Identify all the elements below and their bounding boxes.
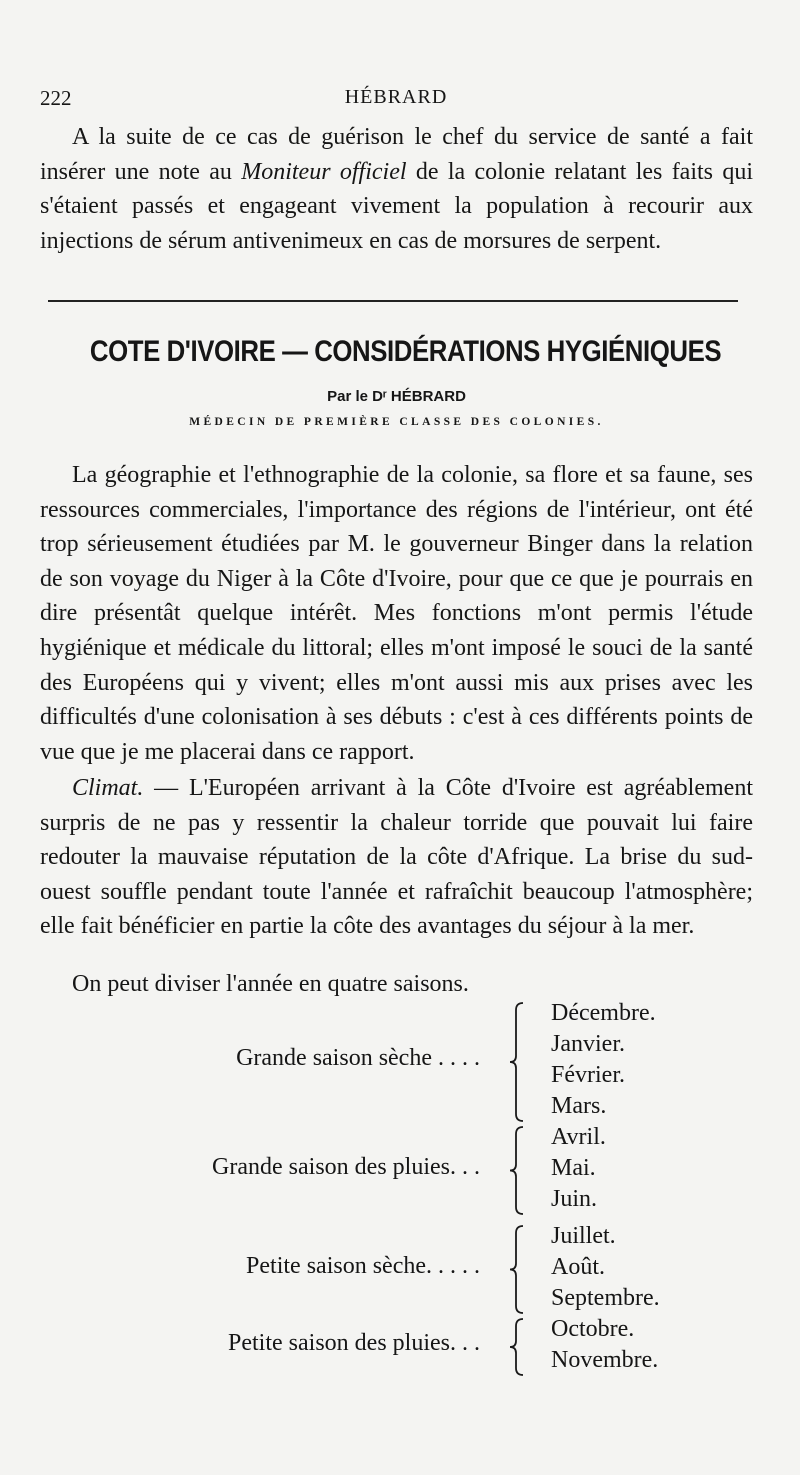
geography-paragraph: La géographie et l'ethnographie de la colonie, sa flore et sa faune, ses ressources commerciales, l'importance des régions de l'intérieur, ont été trop sérieusement étudiées par M. le gouverneur Binger dans la relation de son voyage du Niger à la Côte d'Ivoire, pour que ce que je pourrais en dire présentât quelque intérêt. Mes fonctions m'ont permis l'étude hygiénique et médicale du littoral; elles m'ont imposé le souci de la santé des Européens qui y vivent; elles m'ont aussi mis aux prises avec les difficultés d'une colonisation à ses débuts : c'est à ces différents points de vue que je me placerai dans ce rapport. bbox=[40, 462, 753, 765]
author-title: MÉDECIN DE PREMIÈRE CLASSE DES COLONIES. bbox=[189, 416, 604, 428]
running-head: HÉBRARD bbox=[344, 86, 448, 108]
season-label: Grande saison des pluies. . . bbox=[212, 1153, 480, 1180]
month-item: Février. bbox=[551, 1062, 625, 1088]
seasons-intro: On peut diviser l'année en quatre saisons. bbox=[72, 971, 469, 997]
climat-text: — L'Européen arrivant à la Côte d'Ivoire est agréablement surpris de ne pas y ressentir la chaleur torride que pouvait lui faire redouter la mauvaise réputation de la côte d'Afrique. La brise du sud-ouest souffle pendant toute l'année et rafraîchit beaucoup l'atmosphère; elle fait bénéficier en partie la côte des avantages du séjour à la mer. bbox=[40, 775, 753, 940]
climat-label: Climat. bbox=[72, 775, 144, 801]
season-row bbox=[0, 998, 800, 1122]
season-row bbox=[0, 1221, 800, 1314]
section-divider bbox=[48, 300, 738, 302]
climat-paragraph bbox=[40, 771, 753, 944]
season-months bbox=[551, 1122, 606, 1215]
page-number: 222 bbox=[40, 86, 72, 110]
season-label: Petite saison sèche. . . . . bbox=[246, 1252, 480, 1279]
intro-text-after: de la colonie relatant les faits qui s'étaient passés et engageant vivement la population à recourir aux injections de sérum antivenimeux en cas de morsures de serpent. bbox=[40, 158, 753, 254]
month-item: Mai. bbox=[551, 1155, 596, 1181]
month-item: Janvier. bbox=[551, 1031, 625, 1057]
month-item: Juillet. bbox=[551, 1223, 616, 1249]
season-label: Petite saison des pluies. . . bbox=[228, 1330, 480, 1356]
intro-italic-title: Moniteur officiel bbox=[241, 158, 407, 185]
month-item: Octobre. bbox=[551, 1316, 635, 1342]
season-label: Grande saison sèche . . . . bbox=[236, 1045, 480, 1071]
season-months bbox=[551, 998, 656, 1122]
brace-icon bbox=[507, 1002, 527, 1122]
brace-icon bbox=[507, 1318, 527, 1376]
intro-text-before: A la suite de ce cas de guérison le chef du service de santé a fait insérer une note au bbox=[40, 124, 753, 185]
brace-icon bbox=[507, 1126, 527, 1215]
month-item: Avril. bbox=[551, 1124, 606, 1150]
month-item: Mars. bbox=[551, 1093, 607, 1119]
month-item: Décembre. bbox=[551, 1000, 656, 1026]
month-item: Novembre. bbox=[551, 1347, 659, 1373]
season-row bbox=[0, 1314, 800, 1376]
season-row bbox=[0, 1122, 800, 1215]
article-title: COTE D'IVOIRE — CONSIDÉRATIONS HYGIÉNIQUES bbox=[89, 335, 722, 368]
intro-paragraph bbox=[40, 120, 753, 258]
month-item: Septembre. bbox=[551, 1285, 660, 1311]
brace-icon bbox=[507, 1225, 527, 1314]
season-months bbox=[551, 1314, 658, 1376]
season-months bbox=[551, 1221, 660, 1314]
month-item: Août. bbox=[551, 1254, 605, 1280]
article-byline: Par le Dʳ HÉBRARD bbox=[327, 388, 466, 405]
page-header bbox=[40, 86, 752, 116]
month-item: Juin. bbox=[551, 1186, 598, 1212]
